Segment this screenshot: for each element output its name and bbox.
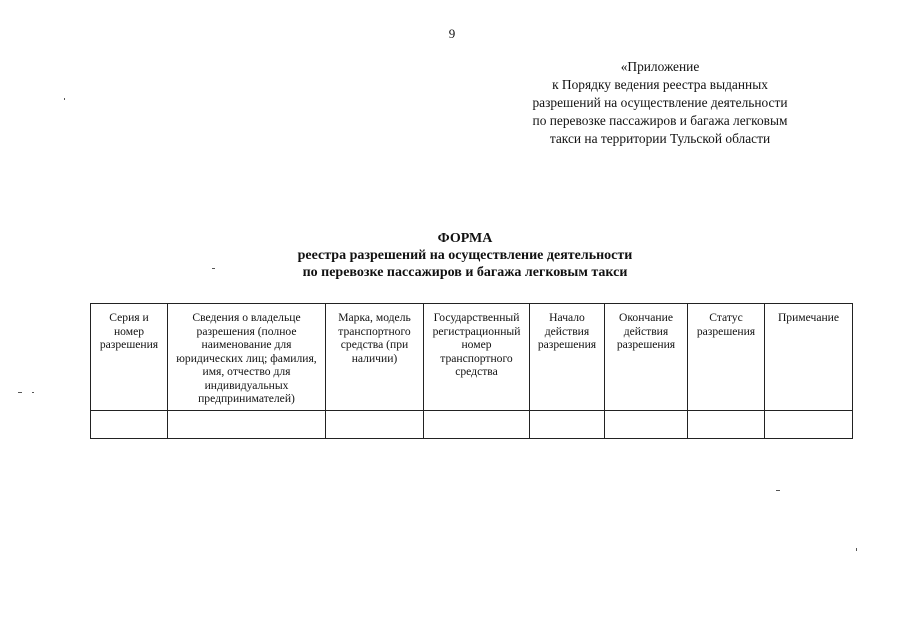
table-cell: [530, 410, 605, 438]
column-header-end-date: Окончание действия разрешения: [605, 304, 688, 411]
scan-speck: [212, 268, 215, 269]
scan-speck: [856, 548, 857, 551]
table-cell: [605, 410, 688, 438]
scan-speck: [776, 490, 780, 491]
scan-speck: [64, 98, 65, 100]
table-cell: [765, 410, 853, 438]
appendix-line: «Приложение: [620, 59, 700, 74]
column-header-status: Статус разрешения: [688, 304, 765, 411]
form-subtitle-line: по перевозке пассажиров и багажа легковым такси: [302, 265, 628, 280]
table-cell: [91, 410, 168, 438]
appendix-line: к Порядку ведения реестра выданных: [552, 77, 768, 92]
page-number: 9: [448, 26, 456, 41]
appendix-line: такси на территории Тульской области: [549, 131, 771, 146]
scan-speck: [18, 392, 22, 393]
form-heading: ФОРМА: [437, 231, 493, 246]
column-header-registration-number: Государственный регистрационный номер транспортного средства: [424, 304, 530, 411]
column-header-note: Примечание: [765, 304, 853, 411]
register-table: [90, 303, 853, 439]
column-header-start-date: Начало действия разрешения: [530, 304, 605, 411]
appendix-line: разрешений на осуществление деятельности: [532, 95, 788, 110]
column-header-vehicle-make-model: Марка, модель транспортного средства (при наличии): [326, 304, 424, 411]
table-cell: [168, 410, 326, 438]
scan-speck: [32, 392, 34, 393]
appendix-note: [500, 58, 820, 148]
appendix-line: по перевозке пассажиров и багажа легковым: [532, 113, 788, 128]
table-header-row: [91, 304, 853, 411]
form-subtitle-line: реестра разрешений на осуществление деятельности: [297, 248, 633, 263]
table-cell: [688, 410, 765, 438]
table-row: [91, 410, 853, 438]
table-cell: [326, 410, 424, 438]
column-header-owner-info: Сведения о владельце разрешения (полное наименование для юридических лиц; фамилия, имя, отчество для индивидуальных предпринимателей): [168, 304, 326, 411]
form-title: [200, 230, 730, 281]
column-header-series-number: Серия и номер разрешения: [91, 304, 168, 411]
table-cell: [424, 410, 530, 438]
